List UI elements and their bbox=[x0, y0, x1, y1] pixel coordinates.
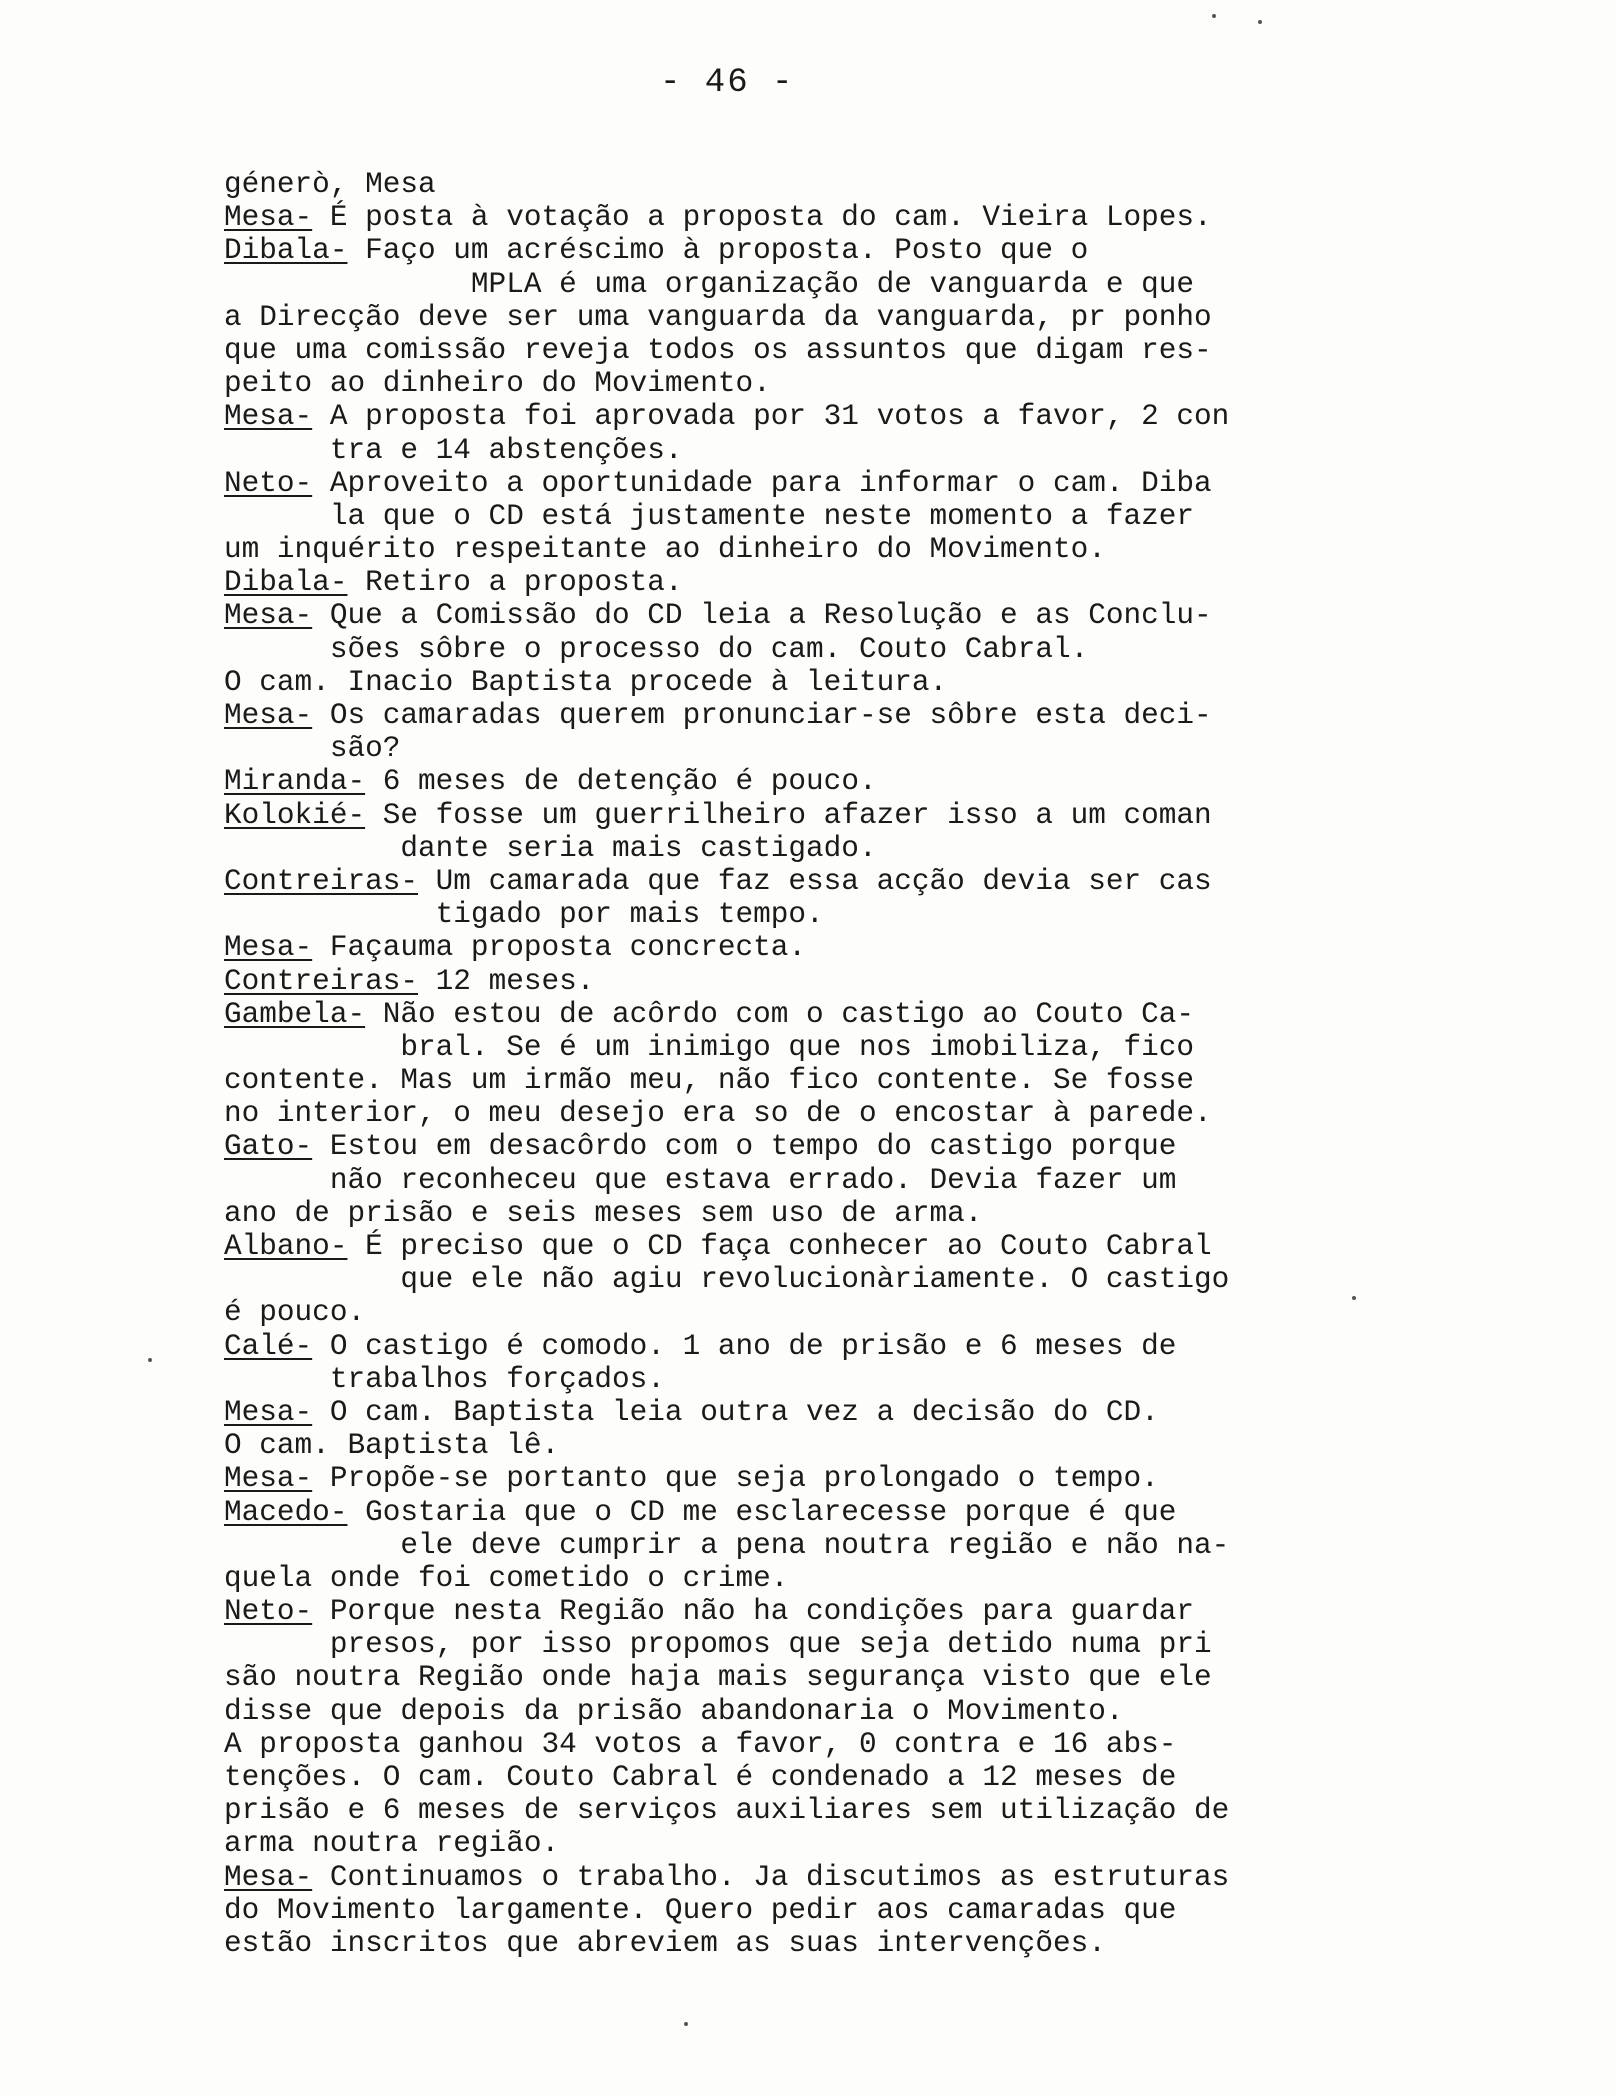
line-text: Porque nesta Região não ha condições para guardar bbox=[312, 1595, 1195, 1629]
line-text: Retiro a proposta. bbox=[347, 566, 683, 600]
line-text: que uma comissão reveja todos os assuntos que digam res- bbox=[224, 333, 1212, 367]
line-text: que ele não agiu revolucionàriamente. O castigo bbox=[224, 1263, 1230, 1297]
transcript-line bbox=[224, 1827, 1394, 1860]
transcript-line bbox=[224, 1661, 1394, 1694]
line-text: tra e 14 abstenções. bbox=[224, 433, 683, 467]
transcript-line bbox=[224, 1197, 1394, 1230]
transcript-line bbox=[224, 1164, 1394, 1197]
line-text: tenções. O cam. Couto Cabral é condenado a 12 meses de bbox=[224, 1761, 1177, 1794]
line-text: A proposta foi aprovada por 31 votos a favor, 2 con bbox=[312, 400, 1230, 434]
speaker-label: Miranda- bbox=[224, 765, 366, 799]
scan-speck bbox=[1258, 20, 1262, 24]
line-text: ano de prisão e seis meses sem uso de arma. bbox=[224, 1196, 983, 1230]
speaker-label: Contreiras- bbox=[224, 864, 419, 898]
line-text: bral. Se é um inimigo que nos imobiliza, fico bbox=[224, 1030, 1195, 1064]
transcript-line bbox=[224, 1496, 1394, 1529]
transcript-line bbox=[224, 1761, 1394, 1794]
transcript-line bbox=[224, 1396, 1394, 1429]
line-text: trabalhos forçados. bbox=[224, 1362, 665, 1396]
line-text: quela onde foi cometido o crime. bbox=[224, 1561, 789, 1595]
line-text: tigado por mais tempo. bbox=[224, 898, 824, 932]
line-text: dante seria mais castigado. bbox=[224, 831, 877, 865]
line-text: Aproveito a oportunidade para informar o cam. Diba bbox=[312, 466, 1212, 500]
transcript-line bbox=[224, 865, 1394, 898]
page-number: - 46 - bbox=[660, 64, 795, 102]
transcript-line bbox=[224, 1894, 1394, 1927]
transcript-line bbox=[224, 1861, 1394, 1894]
line-text: génerò, Mesa bbox=[224, 168, 436, 201]
line-text: Se fosse um guerrilheiro afazer isso a um coman bbox=[365, 798, 1212, 832]
line-text: Façauma proposta concrecta. bbox=[312, 931, 807, 965]
transcript-line bbox=[224, 566, 1394, 599]
line-text: Um camarada que faz essa acção devia ser cas bbox=[418, 864, 1212, 898]
speaker-label: Neto- bbox=[224, 1595, 313, 1629]
speaker-label: Mesa- bbox=[224, 201, 313, 235]
line-text: 12 meses. bbox=[418, 964, 595, 998]
line-text: Os camaradas querem pronunciar-se sôbre esta deci- bbox=[312, 699, 1212, 732]
line-text: no interior, o meu desejo era so de o encostar à parede. bbox=[224, 1097, 1212, 1131]
transcript-line bbox=[224, 268, 1394, 301]
line-text: presos, por isso propomos que seja detido numa pri bbox=[224, 1628, 1212, 1662]
line-text: O cam. Baptista lê. bbox=[224, 1429, 560, 1463]
transcript-line bbox=[224, 599, 1394, 632]
transcript-line bbox=[224, 732, 1394, 765]
speaker-label: Gato- bbox=[224, 1130, 313, 1164]
transcript-line bbox=[224, 234, 1394, 267]
transcript-line bbox=[224, 434, 1394, 467]
line-text: Faço um acréscimo à proposta. Posto que o bbox=[347, 234, 1089, 268]
line-text: ele deve cumprir a pena noutra região e não na- bbox=[224, 1528, 1230, 1562]
line-text: É preciso que o CD faça conhecer ao Couto Cabral bbox=[347, 1230, 1212, 1263]
transcript-line bbox=[224, 1363, 1394, 1396]
transcript-line bbox=[224, 998, 1394, 1031]
speaker-label: Mesa- bbox=[224, 931, 313, 965]
scan-speck bbox=[684, 2022, 688, 2026]
speaker-label: Contreiras- bbox=[224, 964, 419, 998]
line-text: contente. Mas um irmão meu, não fico contente. Se fosse bbox=[224, 1064, 1195, 1098]
transcript-line bbox=[224, 1628, 1394, 1661]
line-text: MPLA é uma organização de vanguarda e que bbox=[224, 267, 1195, 301]
line-text: O castigo é comodo. 1 ano de prisão e 6 meses de bbox=[312, 1329, 1177, 1363]
transcript-line bbox=[224, 699, 1394, 732]
speaker-label: Kolokié- bbox=[224, 798, 366, 832]
transcript-line bbox=[224, 500, 1394, 533]
line-text: 6 meses de detenção é pouco. bbox=[365, 765, 877, 799]
line-text: estão inscritos que abreviem as suas intervenções. bbox=[224, 1926, 1106, 1960]
line-text: a Direcção deve ser uma vanguarda da vanguarda, pr ponho bbox=[224, 300, 1212, 334]
transcript-line bbox=[224, 1595, 1394, 1628]
transcript-line bbox=[224, 1695, 1394, 1728]
line-text: do Movimento largamente. Quero pedir aos camaradas que bbox=[224, 1893, 1177, 1927]
transcript-line bbox=[224, 1330, 1394, 1363]
transcript-line bbox=[224, 1031, 1394, 1064]
speaker-label: Neto- bbox=[224, 466, 313, 500]
line-text: Continuamos o trabalho. Ja discutimos as estruturas bbox=[312, 1860, 1230, 1894]
line-text: la que o CD está justamente neste momento a fazer bbox=[224, 499, 1195, 533]
transcript-line bbox=[224, 633, 1394, 666]
line-text: É posta à votação a proposta do cam. Vieira Lopes. bbox=[312, 201, 1212, 235]
line-text: arma noutra região. bbox=[224, 1827, 560, 1861]
speaker-label: Mesa- bbox=[224, 1395, 313, 1429]
line-text: Que a Comissão do CD leia a Resolução e as Conclu- bbox=[312, 599, 1212, 633]
transcript-line bbox=[224, 1296, 1394, 1329]
transcript-line bbox=[224, 367, 1394, 400]
transcript-line bbox=[224, 168, 1394, 201]
speaker-label: Mesa- bbox=[224, 599, 313, 633]
transcript-line bbox=[224, 1263, 1394, 1296]
transcript-line bbox=[224, 301, 1394, 334]
line-text: prisão e 6 meses de serviços auxiliares sem utilização de bbox=[224, 1794, 1230, 1828]
scan-speck bbox=[1212, 14, 1216, 18]
line-text: são noutra Região onde haja mais segurança visto que ele bbox=[224, 1661, 1212, 1695]
line-text: A proposta ganhou 34 votos a favor, 0 contra e 16 abs- bbox=[224, 1727, 1177, 1761]
line-text: Não estou de acôrdo com o castigo ao Couto Ca- bbox=[365, 997, 1195, 1031]
speaker-label: Calé- bbox=[224, 1329, 313, 1363]
transcript-line bbox=[224, 965, 1394, 998]
speaker-label: Albano- bbox=[224, 1230, 348, 1263]
line-text: peito ao dinheiro do Movimento. bbox=[224, 367, 771, 401]
line-text: são? bbox=[224, 732, 401, 766]
transcript-line bbox=[224, 1529, 1394, 1562]
transcript-line bbox=[224, 1097, 1394, 1130]
speaker-label: Mesa- bbox=[224, 699, 313, 732]
line-text: Propõe-se portanto que seja prolongado o tempo. bbox=[312, 1462, 1159, 1496]
line-text: um inquérito respeitante ao dinheiro do Movimento. bbox=[224, 533, 1106, 567]
speaker-label: Mesa- bbox=[224, 400, 313, 434]
transcript-line bbox=[224, 666, 1394, 699]
transcript-line bbox=[224, 765, 1394, 798]
speaker-label: Gambela- bbox=[224, 997, 366, 1031]
speaker-label: Mesa- bbox=[224, 1860, 313, 1894]
scan-speck bbox=[1352, 1296, 1356, 1300]
transcript-line bbox=[224, 1728, 1394, 1761]
transcript-line bbox=[224, 1462, 1394, 1495]
transcript-line bbox=[224, 400, 1394, 433]
transcript-line bbox=[224, 1794, 1394, 1827]
speaker-label: Dibala- bbox=[224, 234, 348, 268]
transcript-line bbox=[224, 799, 1394, 832]
transcript-line bbox=[224, 1927, 1394, 1960]
transcript-line bbox=[224, 334, 1394, 367]
speaker-label: Dibala- bbox=[224, 566, 348, 600]
line-text: é pouco. bbox=[224, 1296, 366, 1330]
line-text: sões sôbre o processo do cam. Couto Cabral. bbox=[224, 632, 1089, 666]
transcript-line bbox=[224, 533, 1394, 566]
transcript-line bbox=[224, 1064, 1394, 1097]
speaker-label: Macedo- bbox=[224, 1495, 348, 1529]
speaker-label: Mesa- bbox=[224, 1462, 313, 1496]
scan-speck bbox=[148, 1358, 152, 1362]
transcript-line bbox=[224, 1130, 1394, 1163]
transcript-line bbox=[224, 467, 1394, 500]
transcript-line bbox=[224, 931, 1394, 964]
line-text: O cam. Baptista leia outra vez a decisão do CD. bbox=[312, 1395, 1159, 1429]
transcript-line bbox=[224, 1429, 1394, 1462]
line-text: O cam. Inacio Baptista procede à leitura. bbox=[224, 665, 948, 699]
transcript-body bbox=[224, 168, 1394, 1960]
line-text: disse que depois da prisão abandonaria o Movimento. bbox=[224, 1694, 1124, 1728]
line-text: Gostaria que o CD me esclarecesse porque é que bbox=[347, 1495, 1177, 1529]
transcript-line bbox=[224, 201, 1394, 234]
transcript-line bbox=[224, 1230, 1394, 1263]
line-text: não reconheceu que estava errado. Devia fazer um bbox=[224, 1163, 1177, 1197]
line-text: Estou em desacôrdo com o tempo do castigo porque bbox=[312, 1130, 1177, 1164]
transcript-line bbox=[224, 832, 1394, 865]
transcript-line bbox=[224, 1562, 1394, 1595]
transcript-line bbox=[224, 898, 1394, 931]
